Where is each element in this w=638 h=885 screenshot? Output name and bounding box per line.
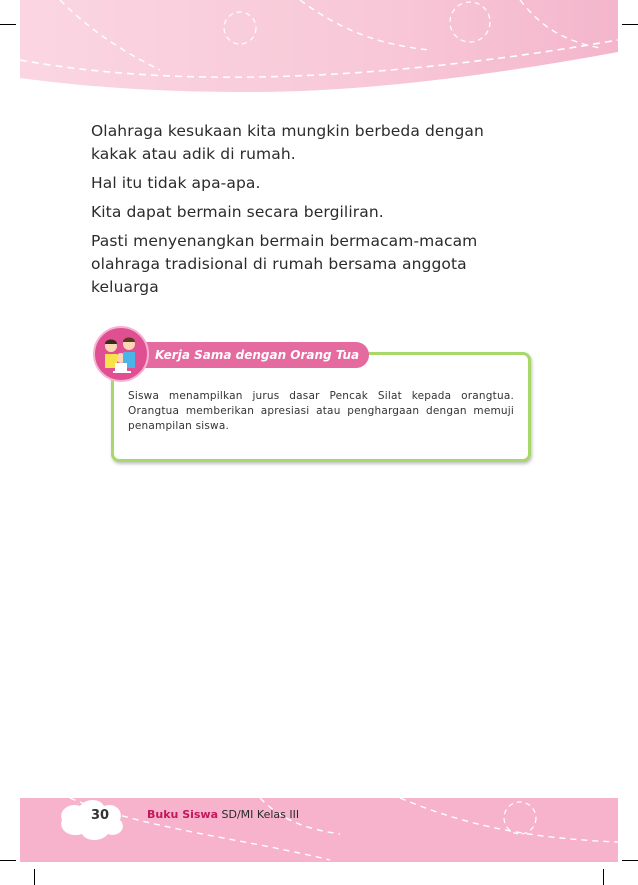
activity-text: Siswa menampilkan jurus dasar Pencak Silat kepada orangtua. Orangtua memberikan apresiasi atau penghargaan dengan memuji penampilan siswa. (128, 390, 514, 432)
activity-box (93, 326, 535, 466)
paragraph: Hal itu tidak apa-apa. (91, 174, 261, 192)
activity-content-box (111, 352, 531, 462)
family-icon (93, 326, 149, 382)
book-title (147, 808, 299, 821)
paragraph: Pasti menyenangkan bermain bermacam-macam olahraga tradisional di rumah bersama anggota keluarga (91, 232, 478, 296)
header-decoration (0, 0, 638, 110)
paragraph: Olahraga kesukaan kita mungkin berbeda dengan kakak atau adik di rumah. (91, 122, 484, 163)
book-title-bold: Buku Siswa (147, 808, 219, 821)
page-number: 30 (90, 808, 110, 823)
body-text (91, 120, 531, 305)
crop-mark (603, 869, 604, 885)
activity-title: Kerja Sama dengan Orang Tua (137, 342, 369, 368)
book-title-rest: SD/MI Kelas III (218, 808, 300, 821)
paragraph: Kita dapat bermain secara bergiliran. (91, 203, 384, 221)
crop-mark (34, 869, 35, 885)
